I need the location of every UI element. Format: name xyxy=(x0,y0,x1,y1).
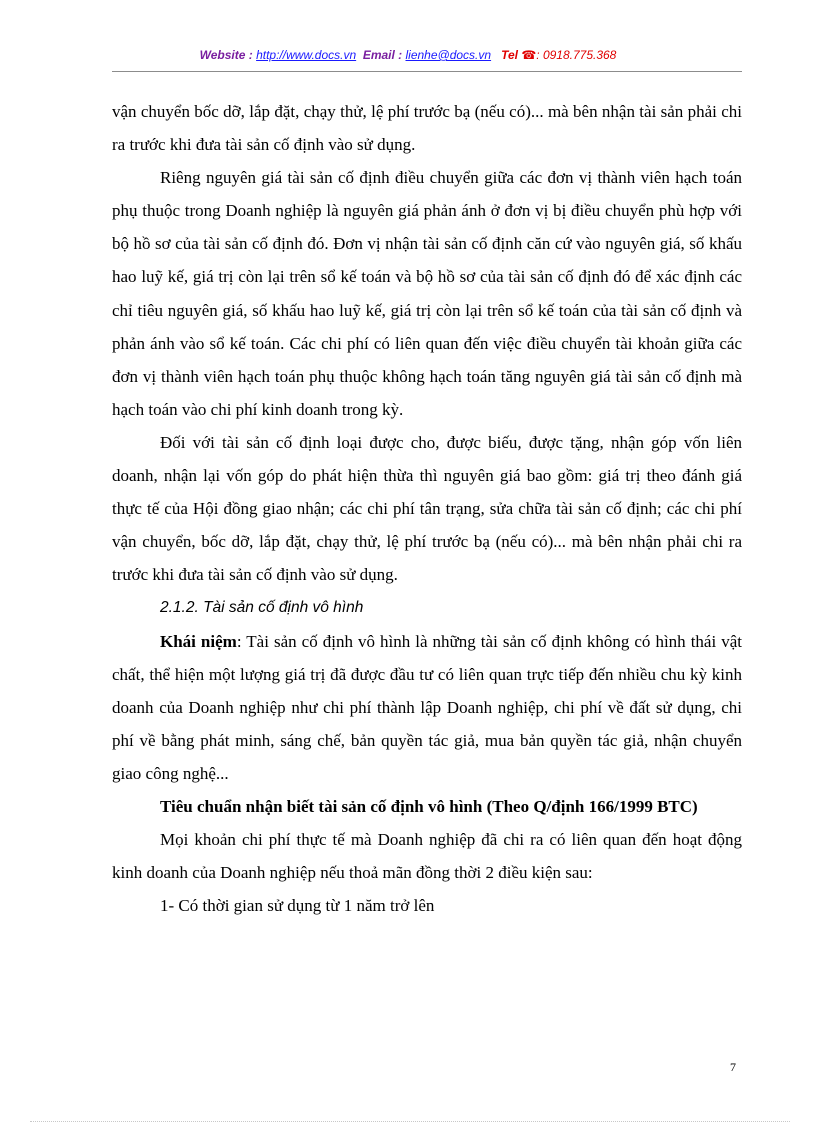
website-link[interactable]: http://www.docs.vn xyxy=(256,48,357,62)
website-label: Website xyxy=(199,48,246,62)
definition-term: Khái niệm xyxy=(160,631,237,651)
page-header xyxy=(0,48,816,62)
paragraph-continuation: vận chuyển bốc dỡ, lắp đặt, chạy thử, lệ phí trước bạ (nếu có)... mà bên nhận tài sản phải chi ra trước khi đưa tài sản cố định vào sử dụng. xyxy=(112,102,742,155)
email-label: Email xyxy=(362,48,395,62)
email-link[interactable]: lienhe@docs.vn xyxy=(405,48,492,62)
paragraph-donated-assets: Đối với tài sản cố định loại được cho, được biếu, được tặng, nhận góp vốn liên doanh, nhận lại vốn góp do phát hiện thừa thì nguyên giá bao gồm: giá trị theo đánh giá thực tế của Hội đồng giao nhận; các chi phí tân trạng, sửa chữa tài sản cố định; các chi phí vận chuyển, bốc dỡ, lắp đặt, chạy thử, lệ phí trước bạ (nếu có)... mà bên nhận phải chi ra trước khi đưa tài sản cố định vào sử dụng. xyxy=(112,432,742,585)
tel-label: Tel ☎ xyxy=(501,48,537,62)
paragraph-conditions: Mọi khoản chi phí thực tế mà Doanh nghiệp đã chi ra có liên quan đến hoạt động kinh doanh của Doanh nghiệp nếu thoả mãn đồng thời 2 điều kiện sau: xyxy=(112,830,742,883)
page-bottom-border xyxy=(30,1121,790,1122)
section-heading: 2.1.2. Tài sản cố định vô hình xyxy=(160,599,364,617)
phone-number: : 0918.775.368 xyxy=(536,48,617,62)
condition-item-1: 1- Có thời gian sử dụng từ 1 năm trở lên xyxy=(160,896,435,916)
header-divider xyxy=(112,71,742,72)
paragraph-definition xyxy=(112,625,742,790)
document-body xyxy=(112,95,742,922)
paragraph-transfer-cost: Riêng nguyên giá tài sản cố định điều chuyển giữa các đơn vị thành viên hạch toán phụ thuộc trong Doanh nghiệp là nguyên giá phản ánh ở đơn vị bị điều chuyển phù hợp với bộ hồ sơ của tài sản cố định đó. Đơn vị nhận tài sản cố định căn cứ vào nguyên giá, số khấu hao luỹ kế, giá trị còn lại trên sổ kế toán và bộ hồ sơ của tài sản cố định đó để xác định các chỉ tiêu nguyên giá, số khấu hao luỹ kế, giá trị còn lại trên sổ kế toán của tài sản cố định và phản ánh vào sổ kế toán. Các chi phí có liên quan đến việc điều chuyển tài khoản giữa các đơn vị thành viên hạch toán phụ thuộc không hạch toán tăng nguyên giá tài sản cố định mà hạch toán vào chi phí kinh doanh trong kỳ. xyxy=(112,168,742,419)
criteria-heading: Tiêu chuẩn nhận biết tài sản cố định vô hình (Theo Q/định 166/1999 BTC) xyxy=(160,796,698,816)
page-number: 7 xyxy=(730,1060,736,1074)
email-separator: : xyxy=(394,48,406,62)
definition-text: : Tài sản cố định vô hình là những tài sản cố định không có hình thái vật chất, thể hiện một lượng giá trị đã được đầu tư có liên quan trực tiếp đến nhiều chu kỳ kinh doanh của Doanh nghiệp như chi phí thành lập Doanh nghiệp, chi phí về đất sử dụng, chi phí về bằng phát minh, sáng chế, bản quyền tác giả, mua bản quyền tác giả, nhận chuyển giao công nghệ... xyxy=(112,631,742,783)
website-separator: : xyxy=(245,48,257,62)
